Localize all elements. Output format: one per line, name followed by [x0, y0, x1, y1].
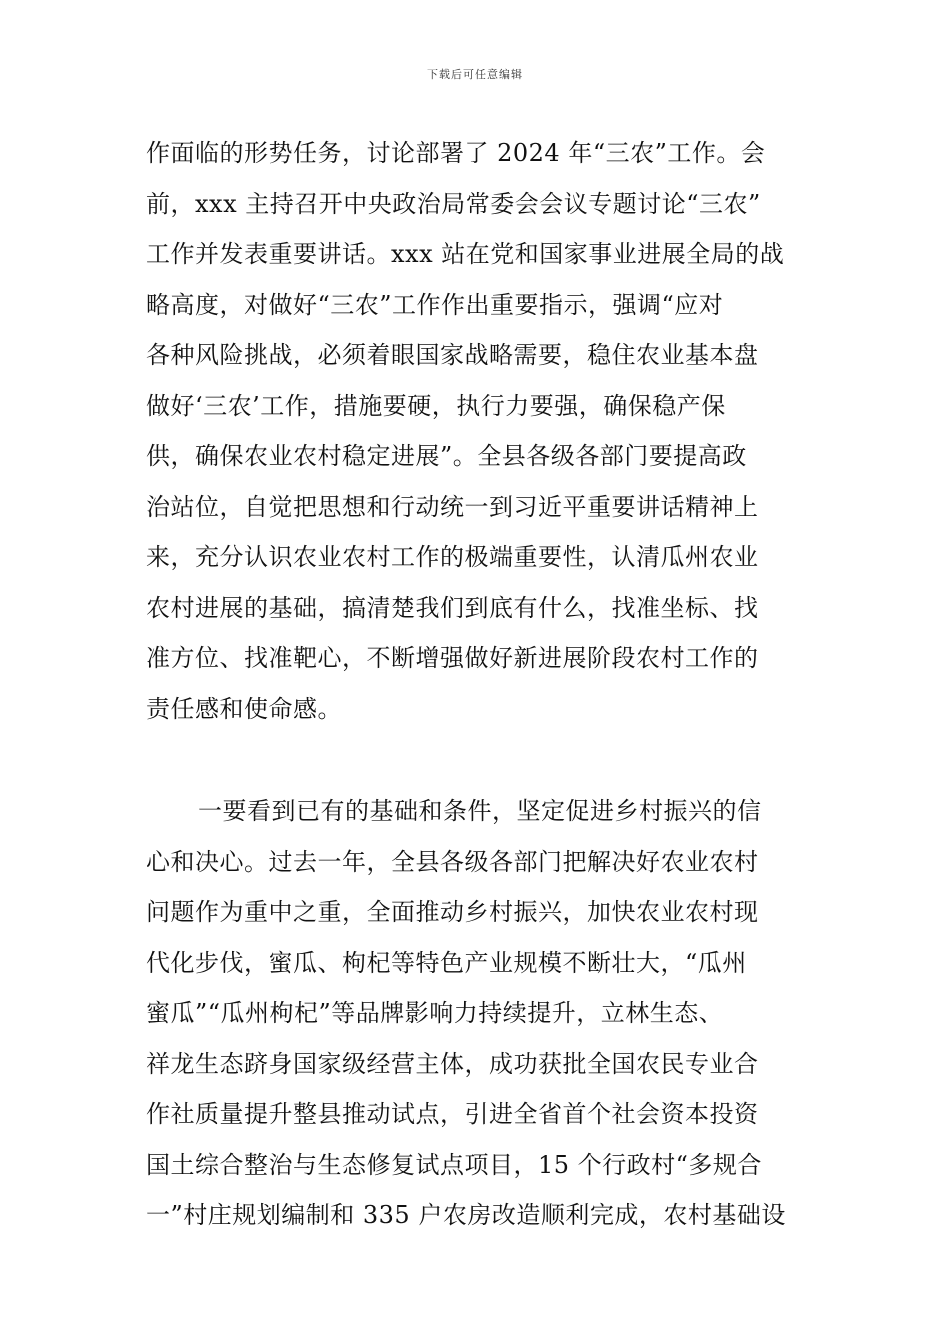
text-line: 做好‘三农’工作，措施要硬，执行力要强，确保稳产保	[146, 391, 726, 420]
text-line: 准方位、找准靶心，不断增强做好新进展阶段农村工作的	[146, 644, 759, 672]
text-line: 供，确保农业农村稳定进展”。全县各级各部门要提高政	[146, 442, 747, 470]
paragraph-gap	[146, 734, 810, 786]
document-body	[146, 128, 810, 1241]
paragraph-2	[146, 786, 810, 1241]
page-header: 下载后可任意编辑	[427, 68, 523, 81]
text-line: 心和决心。过去一年，全县各级各部门把解决好农业农村	[146, 847, 759, 876]
text-line: 各种风险挑战，必须着眼国家战略需要，稳住农业基本盘	[146, 341, 759, 369]
text-line: 来，充分认识农业农村工作的极端重要性，认清瓜州农业	[146, 543, 759, 571]
text-line: 农村进展的基础，搞清楚我们到底有什么，找准坐标、找	[146, 593, 759, 622]
text-line: 代化步伐，蜜瓜、枸杞等特色产业规模不断壮大，“瓜州	[146, 948, 747, 977]
text-line: 责任感和使命感。	[146, 694, 342, 723]
text-line: 蜜瓜”“瓜州枸杞”等品牌影响力持续提升，立林生态、	[146, 999, 724, 1027]
text-line: 略高度，对做好“三农”工作作出重要指示，强调“应对	[146, 290, 724, 319]
text-line: 祥龙生态跻身国家级经营主体，成功获批全国农民专业合	[146, 1049, 759, 1078]
text-line: 作面临的形势任务，讨论部署了 2024 年“三农”工作。会	[146, 139, 766, 167]
text-line: 治站位，自觉把思想和行动统一到习近平重要讲话精神上	[146, 492, 759, 521]
text-line: 问题作为重中之重，全面推动乡村振兴，加快农业农村现	[146, 898, 759, 926]
paragraph-1	[146, 128, 810, 734]
text-line: 作社质量提升整县推动试点，引进全省首个社会资本投资	[146, 1100, 759, 1128]
text-line: 前，xxx 主持召开中央政治局常委会会议专题讨论“三农”	[146, 189, 761, 218]
text-line: 一”村庄规划编制和 335 户农房改造顺利完成，农村基础设	[146, 1201, 786, 1229]
text-line: 一要看到已有的基础和条件，坚定促进乡村振兴的信	[198, 797, 762, 825]
text-line: 国土综合整治与生态修复试点项目，15 个行政村“多规合	[146, 1150, 762, 1179]
text-line: 工作并发表重要讲话。xxx 站在党和国家事业进展全局的战	[146, 240, 785, 268]
